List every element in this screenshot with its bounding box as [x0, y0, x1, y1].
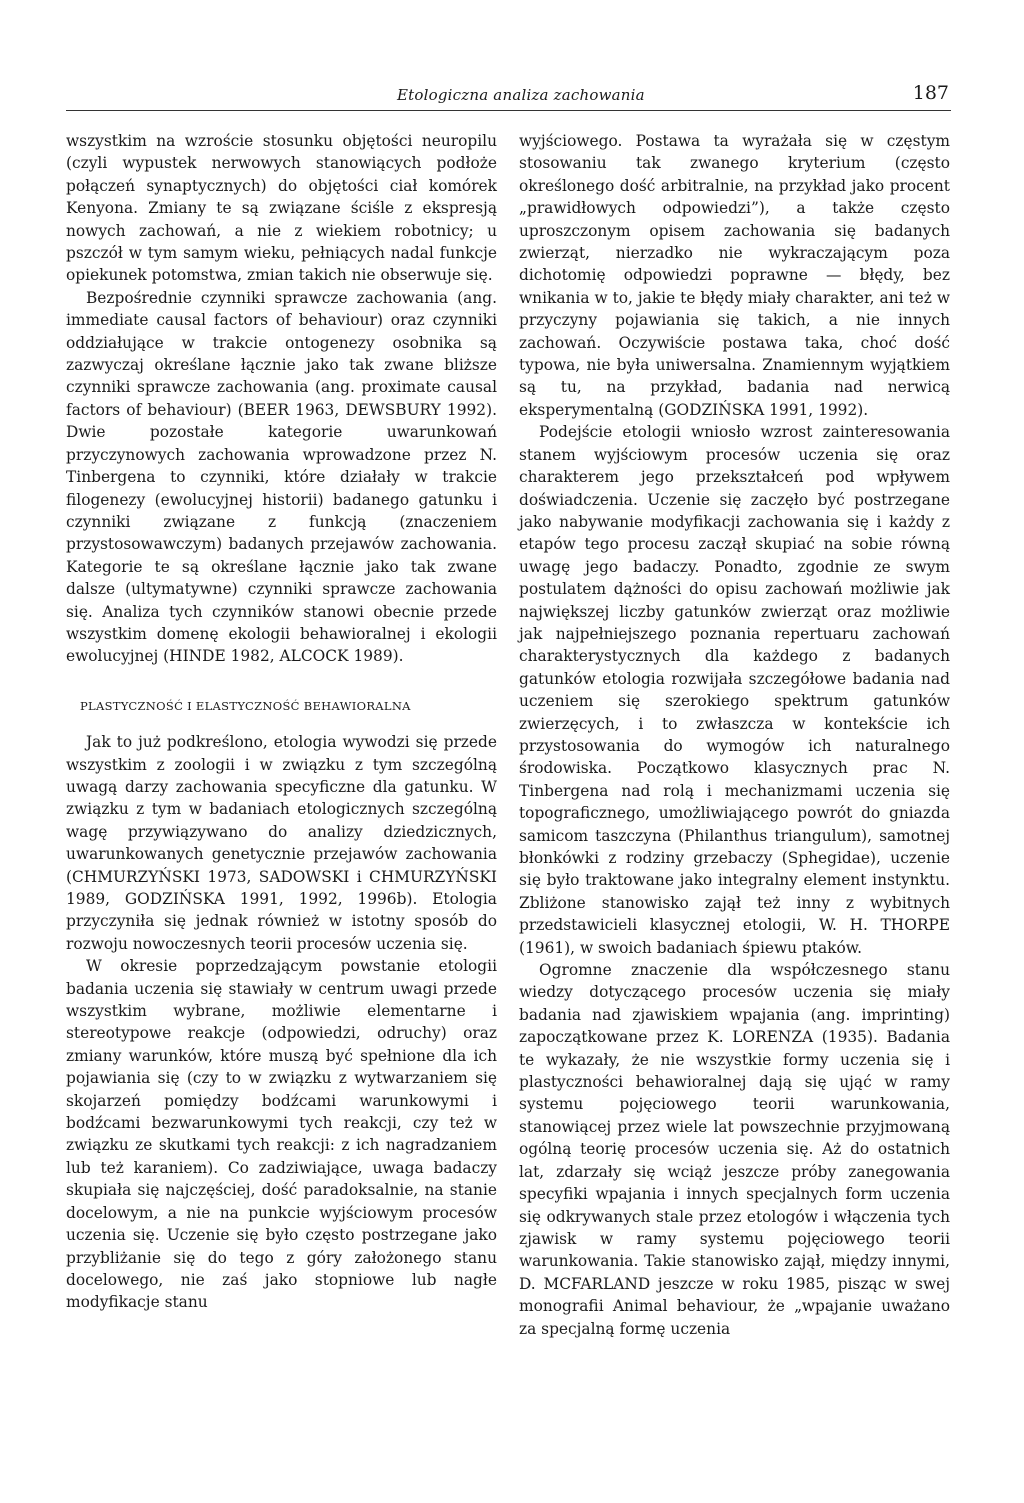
- right-paragraph-2: Podejście etologii wniosło wzrost zainteresowania stanem wyjściowym procesów uczenia się oraz charakterem jego przekształceń pod wpływem doświadczenia. Uczenie się zaczęło być postrzegane jako nabywanie modyfikacji zachowania się i każdy z etapów tego procesu zaczął skupiać na sobie równą uwagę jego badaczy. Ponadto, zgodnie ze swym postulatem dążności do opisu zachowań możliwie jak największej liczby gatunków zwierząt oraz możliwie jak najpełniejszego poznania repertuaru zachowań charakterystycznych dla każdego z badanych gatunków etologia rozwijała szczegółowe badania nad uczeniem się szerokiego spektrum gatunków zwierzęcych, i to zwłaszcza w kontekście ich przystosowania do wymogów ich naturalnego środowiska. Początkowo klasycznych prac N. Tinbergena nad rolą i mechanizmami uczenia się topograficznego, umożliwiającego powrót do gniazda samicom taszczyna (Philanthus triangulum), samotnej błonkówki z rodziny grzebaczy (Sphegidae), uczenie się było traktowane jako integralny element instynktu. Zbliżone stanowisko zajął też inny z wybitnych przedstawicieli klasycznej etologii, W. H. THORPE (1961), w swoich badaniach śpiewu ptaków.: [519, 423, 950, 957]
- left-paragraph-2: Bezpośrednie czynniki sprawcze zachowania (ang. immediate causal factors of behaviour) oraz czynniki oddziałujące w trakcie ontogenezy osobnika są zazwyczaj określane łącznie jako tak zwane bliższe czynniki sprawcze zachowania (ang. proximate causal factors of behaviour) (BEER 1963, DEWSBURY 1992). Dwie pozostałe kategorie uwarunkowań przyczynowych zachowania wprowadzone przez N. Tinbergena to czynniki, które działały w trakcie filogenezy (ewolucyjnej historii) badanego gatunku i czynniki związane z funkcją (znaczeniem przystosowawczym) badanych przejawów zachowania. Kategorie te są określane łącznie jako tak zwane dalsze (ultymatywne) czynniki sprawcze zachowania się. Analiza tych czynników stanowi obecnie przede wszystkim domenę ekologii behawioralnej i ekologii ewolucyjnej (HINDE 1982, ALCOCK 1989).: [66, 288, 497, 666]
- page-header: [66, 84, 951, 111]
- right-paragraph-1: wyjściowego. Postawa ta wyrażała się w częstym stosowaniu tak zwanego kryterium (często określonego dość arbitralnie, na przykład jako procent „prawidłowych odpowiedzi”), a także często uproszczonym opisem zachowania się badanych zwierząt, nierzadko nie wykraczającym poza dichotomię odpowiedzi poprawne — błędy, bez wnikania w to, jakie te błędy miały charakter, ani też w przyczyny pojawiania się takich, a nie innych zachowań. Oczywiście postawa taka, choć dość typowa, nie była uniwersalna. Znamiennym wyjątkiem są tu, na przykład, badania nad nerwicą eksperymentalną (GODZIŃSKA 1991, 1992).: [519, 132, 950, 419]
- left-paragraph-4: W okresie poprzedzającym powstanie etologii badania uczenia się stawiały w centrum uwagi przede wszystkim wybrane, możliwie elementarne i stereotypowe reakcje (odpowiedzi, odruchy) oraz zmiany warunków, które muszą być spełnione dla ich pojawiania się (czy to w związku z wytwarzaniem się skojarzeń pomiędzy bodźcami warunkowymi i bodźcami bezwarunkowymi tych reakcji, czy też w związku ze skutkami tych reakcji: z ich nagradzaniem lub też karaniem). Co zadziwiające, uwaga badaczy skupiała się najczęściej, dość paradoksalnie, na stanie docelowym, a nie na punkcie wyjściowym procesów uczenia się. Uczenie się było często postrzegane jako przybliżanie się do tego z góry założonego stanu docelowego, nie zaś jako stopniowe lub nagłe modyfikacje stanu: [66, 957, 497, 1312]
- running-title: Etologiczna analiza zachowania: [397, 86, 645, 104]
- left-column: [66, 130, 497, 1314]
- right-column: [519, 130, 950, 1340]
- left-paragraph-3: Jak to już podkreślono, etologia wywodzi się przede wszystkim z zoologii i w związku z tym szczególną uwagą darzy zachowania specyficzne dla gatunku. W związku z tym w badaniach etologicznych szczególną wagę przywiązywano do analizy dziedzicznych, uwarunkowanych genetycznie przejawów zachowania (CHMURZYŃSKI 1973, SADOWSKI i CHMURZYŃSKI 1989, GODZIŃSKA 1991, 1992, 1996b). Etologia przyczyniła się jednak również w istotny sposób do rozwoju nowoczesnych teorii procesów uczenia się.: [66, 733, 497, 953]
- left-paragraph-1: wszystkim na wzroście stosunku objętości neuropilu (czyli wypustek nerwowych stanowiących podłoże połączeń synaptycznych) do objętości ciał komórek Kenyona. Zmiany te są związane ściśle z ekspresją nowych zachowań, a nie z wiekiem robotnicy; u pszczół w tym samym wieku, pełniących nadal funkcje opiekunek potomstwa, zmian takich nie obserwuje się.: [66, 132, 497, 285]
- section-heading: PLASTYCZNOŚĆ I ELASTYCZNOŚĆ BEHAWIORALNA: [80, 698, 411, 713]
- right-paragraph-3: Ogromne znaczenie dla współczesnego stanu wiedzy dotyczącego procesów uczenia się miały badania nad zjawiskiem wpajania (ang. imprinting) zapoczątkowane przez K. LORENZA (1935). Badania te wykazały, że nie wszystkie formy uczenia się i plastyczności behawioralnej dają się ująć w ramy systemu pojęciowego teorii warunkowania, stanowiącej przez wiele lat powszechnie przyjmowaną ogólną teorię procesów uczenia się. Aż do ostatnich lat, zdarzały się wciąż jeszcze próby zanegowania specyfiki wpajania i innych specjalnych form uczenia się odkrywanych stale przez etologów i włączenia tych zjawisk w ramy systemu pojęciowego teorii warunkowania. Takie stanowisko zajął, między innymi, D. MCFARLAND jeszcze w roku 1985, pisząc w swej monografii Animal behaviour, że „wpajanie uważano za specjalną formę uczenia: [519, 961, 950, 1338]
- page-number: 187: [912, 82, 949, 104]
